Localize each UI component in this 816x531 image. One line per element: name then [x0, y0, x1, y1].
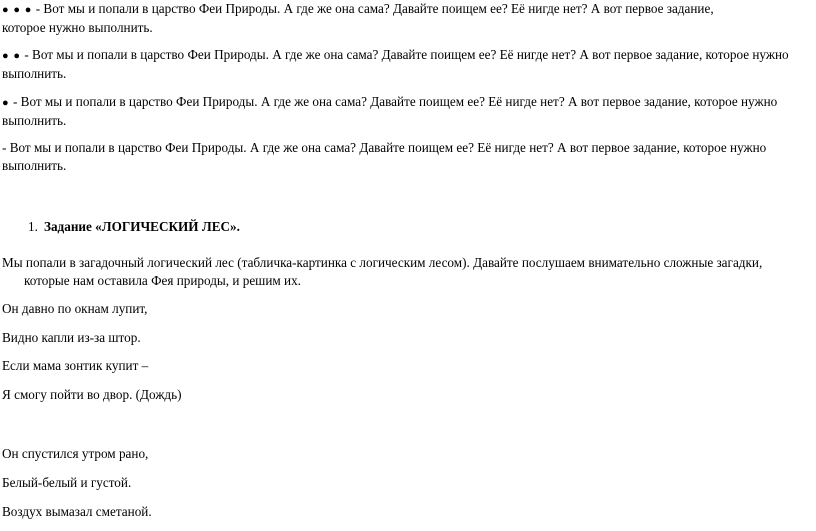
intro-paragraph-3 [2, 93, 806, 130]
task-number: 1. [28, 219, 38, 234]
intro-text-line1: - Вот мы и попали в царство Феи Природы. А где же она сама? Давайте поищем ее? Её нигде нет? А вот первое задание, которое нужно [12, 94, 778, 109]
intro-text-line2: выполнить. [2, 158, 67, 173]
task-title: Задание «ЛОГИЧЕСКИЙ ЛЕС». [44, 219, 240, 234]
intro-text-line1: - Вот мы и попали в царство Феи Природы. А где же она сама? Давайте поищем ее? Её нигде нет? А вот первое задание, [35, 1, 714, 16]
bullet-dot-icon: ● [2, 97, 10, 109]
intro-paragraph-4 [2, 139, 806, 175]
task-text-line1: Мы попали в загадочный логический лес (табличка-картинка с логическим лесом). Давайте послушаем внимательно сложные загадки, [2, 255, 763, 270]
bullet-dots-icon: ● ● ● [2, 4, 33, 16]
task-heading [2, 218, 806, 236]
intro-text-line2: выполнить. [2, 66, 67, 81]
poem2-line: Белый-белый и густой. [2, 475, 132, 490]
poem2-line: Воздух вымазал сметаной. [2, 504, 152, 519]
intro-text-line2: которое нужно выполнить. [2, 20, 153, 35]
poem1-line: Если мама зонтик купит – [2, 358, 149, 373]
intro-paragraph-2 [2, 46, 806, 83]
poem1-line: Видно капли из-за штор. [2, 330, 141, 345]
poem1-line: Я смогу пойти во двор. (Дождь) [2, 387, 182, 402]
intro-text-line2: выполнить. [2, 113, 67, 128]
intro-paragraph-1 [2, 0, 806, 37]
poem1-line: Он давно по окнам лупит, [2, 301, 148, 316]
intro-text-line1: - Вот мы и попали в царство Феи Природы. А где же она сама? Давайте поищем ее? Её нигде нет? А вот первое задание, которое нужно [2, 140, 767, 155]
task-text-line2: которые нам оставила Фея природы, и решим их. [24, 273, 301, 288]
intro-text-line1: - Вот мы и попали в царство Феи Природы. А где же она сама? Давайте поищем ее? Её нигде нет? А вот первое задание, которое нужно [24, 47, 789, 62]
poem2-line: Он спустился утром рано, [2, 446, 149, 461]
bullet-dots-icon: ● ● [2, 50, 22, 62]
task-description [2, 254, 806, 290]
